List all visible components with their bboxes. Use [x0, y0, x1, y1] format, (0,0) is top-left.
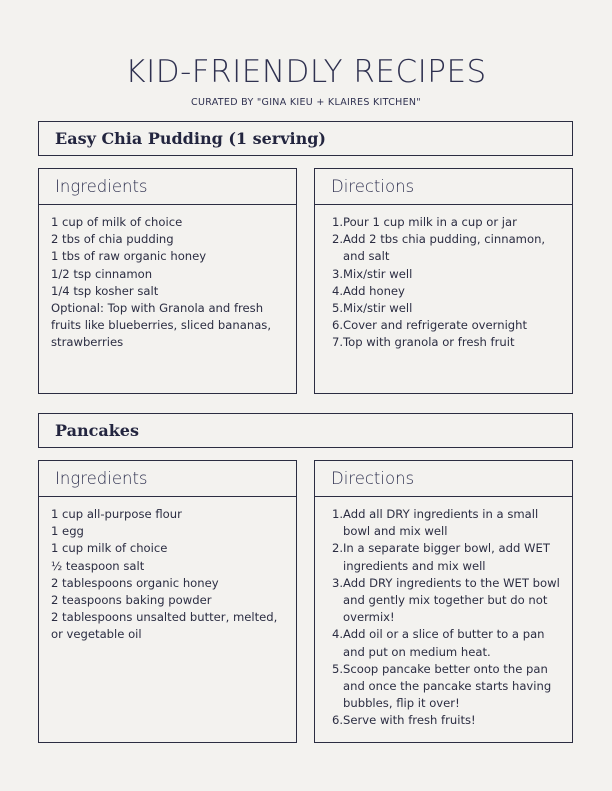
step-number: 4.: [331, 283, 343, 298]
step-text: Scoop pancake better onto the pan and once the pancake starts having bubbles, flip it over!: [343, 661, 552, 711]
ingredient-item: ½ teaspoon salt: [51, 558, 145, 573]
step-number: 3.: [331, 575, 343, 590]
ingredients-list: [39, 497, 296, 644]
ingredient-item: 1 tbs of raw organic honey: [51, 249, 207, 264]
direction-step: [331, 231, 562, 265]
direction-step: [331, 266, 562, 283]
ingredient-item: 1/4 tsp kosher salt: [51, 283, 159, 298]
step-number: 1.: [331, 507, 343, 521]
directions-heading: Directions: [315, 169, 572, 205]
direction-step: [331, 283, 562, 300]
ingredient-item: 2 tablespoons organic honey: [51, 575, 219, 590]
ingredients-list: [39, 205, 296, 352]
ingredients-heading: Ingredients: [39, 169, 296, 205]
recipe-title-chia-pudding: Easy Chia Pudding (1 serving): [38, 121, 573, 156]
chia-ingredients-box: [38, 168, 297, 394]
step-text: Add 2 tbs chia pudding, cinnamon, and salt: [343, 232, 546, 264]
direction-step: [331, 214, 562, 231]
step-text: In a separate bigger bowl, add WET ingredients and mix well: [343, 541, 550, 573]
step-number: 6.: [331, 713, 343, 728]
ingredient-item: 2 tablespoons unsalted butter, melted, or vegetable oil: [51, 610, 278, 642]
direction-step: [331, 300, 562, 317]
step-text: Serve with fresh fruits!: [343, 713, 476, 728]
step-text: Mix/stir well: [343, 266, 413, 281]
directions-list: [315, 497, 572, 730]
ingredient-item: 1 cup all-purpose flour: [51, 507, 182, 521]
direction-step: [331, 317, 562, 334]
ingredient-item: 2 tbs of chia pudding: [51, 232, 174, 247]
ingredient-item: 1 egg: [51, 524, 84, 539]
ingredient-item: 2 teaspoons baking powder: [51, 593, 212, 608]
directions-list: [315, 205, 572, 352]
chia-directions-box: [314, 168, 573, 394]
step-number: 7.: [331, 335, 343, 350]
ingredient-item: 1/2 tsp cinnamon: [51, 266, 153, 281]
step-number: 5.: [331, 301, 343, 316]
direction-step: [331, 661, 562, 713]
recipe-title-pancakes: Pancakes: [38, 413, 573, 448]
pancake-directions-box: [314, 460, 573, 743]
step-number: 5.: [331, 661, 343, 676]
step-text: Top with granola or fresh fruit: [343, 335, 515, 350]
ingredient-item: Optional: Top with Granola and fresh fruits like blueberries, sliced bananas, strawberries: [51, 301, 272, 350]
direction-step: [331, 334, 562, 351]
ingredients-heading: Ingredients: [39, 461, 296, 497]
directions-heading: Directions: [315, 461, 572, 497]
page-title: KID-FRIENDLY RECIPES: [125, 54, 487, 90]
direction-step: [331, 626, 562, 660]
direction-step: [331, 575, 562, 627]
direction-step: [331, 712, 562, 729]
step-number: 2.: [331, 541, 343, 556]
step-number: 1.: [331, 215, 343, 229]
pancake-ingredients-box: [38, 460, 297, 743]
step-text: Pour 1 cup milk in a cup or jar: [343, 215, 517, 229]
step-text: Add honey: [343, 283, 405, 298]
step-number: 6.: [331, 318, 343, 333]
step-number: 4.: [331, 627, 343, 642]
direction-step: [331, 540, 562, 574]
step-text: Cover and refrigerate overnight: [343, 318, 528, 333]
step-text: Add all DRY ingredients in a small bowl and mix well: [343, 507, 539, 539]
step-text: Mix/stir well: [343, 301, 413, 316]
step-text: Add oil or a slice of butter to a pan and put on medium heat.: [343, 627, 545, 659]
direction-step: [331, 506, 562, 540]
page-subtitle: CURATED BY "GINA KIEU + KLAIRES KITCHEN": [191, 97, 421, 108]
ingredient-item: 1 cup of milk of choice: [51, 215, 183, 229]
step-text: Add DRY ingredients to the WET bowl and gently mix together but do not overmix!: [343, 575, 560, 625]
step-number: 2.: [331, 232, 343, 247]
step-number: 3.: [331, 266, 343, 281]
ingredient-item: 1 cup milk of choice: [51, 541, 168, 556]
